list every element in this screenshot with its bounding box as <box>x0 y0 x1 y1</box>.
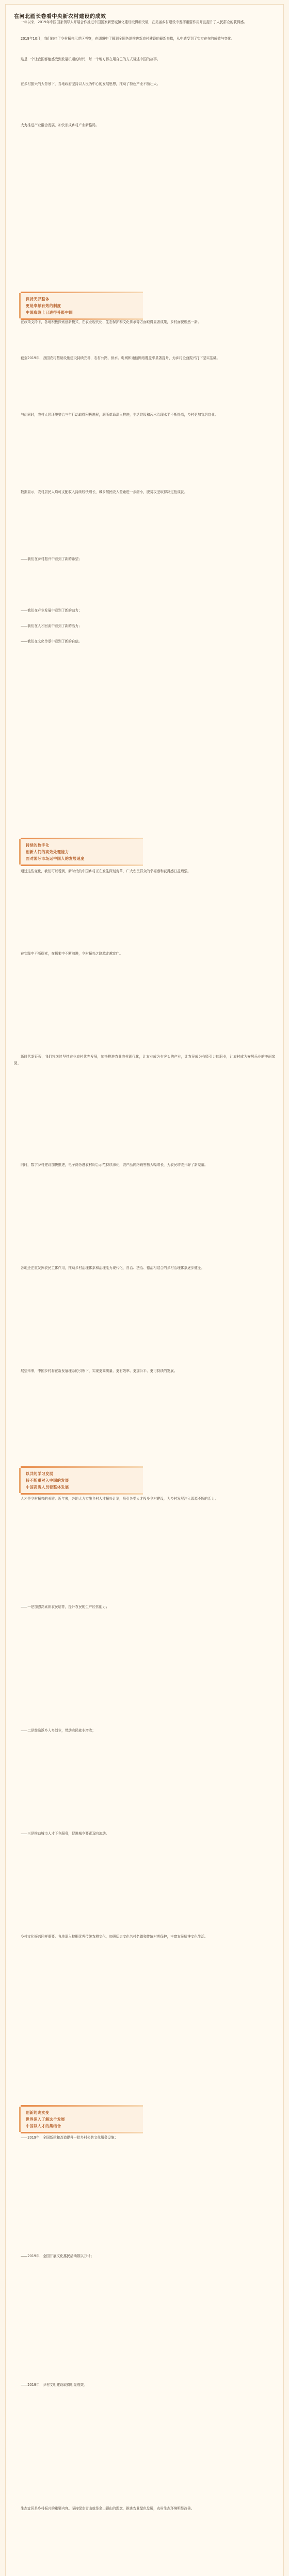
callout-top-bar <box>21 838 143 839</box>
callout-top-bar <box>21 292 143 293</box>
callout-line: 创新的确实变 <box>26 2110 50 2115</box>
article-paragraph: 截至2019年，我国农村基础设施建设持续完善，农村公路、供水、电网和通信网络覆盖率显著提升，为乡村全面振兴打下坚实基础。 <box>21 356 220 360</box>
article-paragraph: 新时代新征程，我们将继续坚持农业农村优先发展，加快推进农业农村现代化，让农业成为有奔头的产业，让农民成为有吸引力的职业，让农村成为安居乐业的美丽家园。 <box>14 1055 275 1065</box>
article-paragraph: 数据显示，农村居民人均可支配收入持续较快增长，城乡居民收入差距进一步缩小，脱贫攻坚取得决定性成就。 <box>21 490 188 494</box>
article-paragraph: 在实践中不断探索，在探索中不断前进，乡村振兴之路越走越宽广。 <box>21 952 123 956</box>
article-paragraph: ——我们在产业发展中看到了新的动力； <box>21 608 82 613</box>
section-callout <box>19 839 143 865</box>
article-paragraph: 展望未来，中国乡村将在新发展理念的引领下，实现更高质量、更有效率、更加公平、更可持续的发展。 <box>21 1369 178 1373</box>
section-callout <box>19 293 143 318</box>
article-paragraph: 与此同时，农村人居环境整治三年行动取得积极进展，厕所革命深入推进，生活垃圾和污水治理水平不断提高，乡村更加宜居宜业。 <box>21 413 218 417</box>
callout-top-bar <box>21 1466 143 1468</box>
callout-line: 持续的数字化 <box>26 843 50 848</box>
callout-line: 更是奉献有效的制度 <box>26 303 61 308</box>
section-callout <box>19 1468 143 1493</box>
callout-line: 世界深入了解这个发展 <box>26 2117 65 2122</box>
article-paragraph: 各地还注重发挥农民主体作用，推动乡村治理体系和治理能力现代化，自治、法治、德治相结合的乡村治理体系逐步健全。 <box>21 1266 205 1270</box>
callout-bottom-bar <box>21 865 143 866</box>
article-paragraph: 在乡村振兴的大背景下，当地政府坚持以人民为中心的发展思想，推动了特色产业不断壮大。 <box>21 82 160 86</box>
article-paragraph: ——2019年，乡村文明建设取得明显成效。 <box>21 2383 87 2387</box>
article-paragraph: 人才是乡村振兴的关键。近年来，各地大力实施乡村人才振兴计划，吸引各类人才投身乡村建设，为乡村发展注入源源不断的活力。 <box>21 1497 218 1501</box>
callout-line: 持不断重对入中国的发展 <box>26 1478 69 1483</box>
callout-line: 保持天罗整体 <box>26 297 50 301</box>
article-paragraph: 这是一个让我国都能感受到发展机遇的时代，每一个地方都在用自己的方式讲述中国的故事。 <box>21 57 160 61</box>
article-paragraph: ——三是推动城市人才下乡服务，促进城乡要素双向流动。 <box>21 1832 109 1836</box>
callout-line: 中国高质人员着整体发展 <box>26 1485 69 1489</box>
article-paragraph: ——2019年，全国开展文化惠民活动数以万计； <box>21 2254 94 2258</box>
callout-line: 中国底线上已进得升级中国 <box>26 310 73 315</box>
callout-bottom-bar <box>21 1493 143 1495</box>
callout-line: 以共的学习发展 <box>26 1471 54 1476</box>
article-paragraph: ——一是加强高素质农民培育，提升农民的生产经营能力； <box>21 1605 109 1609</box>
callout-line: 面对国际市场运中国人的发展速度 <box>26 856 85 861</box>
article-paragraph: 生态宜居是乡村振兴的重要内容。坚持绿水青山就是金山银山的理念，推进农业绿色发展，农村生态环境明显改善。 <box>21 2506 195 2511</box>
article-paragraph: 乡村文化振兴同样重要。各地深入挖掘优秀传统农耕文化，加强历史文化名村名镇和传统村落保护，丰富农民精神文化生活。 <box>21 1935 208 1939</box>
article-paragraph: 大力推进产业融合发展，加快形成乡村产业新格局。 <box>21 123 99 127</box>
article-paragraph: 2019年10月，我们前往了乡村振兴示范区考察，在调研中了解到全国各地推进新农村建设的最新举措，从中感受到了实实在在的成效与变化。 <box>21 37 235 41</box>
article-paragraph: 在政策支持下，各地积极探索创新模式，在农业现代化、生态保护和文化传承等方面取得显著成果，乡村面貌焕然一新。 <box>21 320 201 324</box>
callout-bottom-bar <box>21 2132 143 2133</box>
article-paragraph: ——二是鼓励返乡入乡创业，带动农民就业增收； <box>21 1728 96 1733</box>
article-paragraph: ——我们在乡村振兴中看到了新的希望； <box>21 557 82 561</box>
callout-top-bar <box>21 2105 143 2107</box>
article-paragraph: ——我们在人才回流中看到了新的活力； <box>21 624 82 628</box>
article-paragraph: ——2019年，全国新建和改造提升一批乡村公共文化服务设施； <box>21 2136 118 2140</box>
article-page <box>5 4 284 2576</box>
article-paragraph: ——我们在文化传承中看到了新的自信。 <box>21 639 82 643</box>
article-title: 在河北画长卷看中央新农村建设的成效 <box>14 14 106 20</box>
callout-line: 中国以人才的集结合 <box>26 2124 61 2128</box>
callout-line: 创新人们的高效处理能力 <box>26 850 69 854</box>
article-paragraph: 通过这些变化，我们可以看到，新时代的中国乡村正在发生深刻变革，广大农民群众的幸福感和获得感日益增强。 <box>21 869 191 873</box>
article-paragraph: 一年以来，2019年中国国家领导人开展合作推进中国国家新型城镇化建设取得新突破，在美丽乡村建设中发挥重要作用并且提升了人民群众的获得感。 <box>21 20 247 24</box>
section-callout <box>19 2107 143 2132</box>
article-paragraph: 同时，数字乡村建设加快推进，电子商务进农村综合示范持续深化，农产品网络销售额大幅增长，为农民增收开辟了新渠道。 <box>21 1163 208 1167</box>
